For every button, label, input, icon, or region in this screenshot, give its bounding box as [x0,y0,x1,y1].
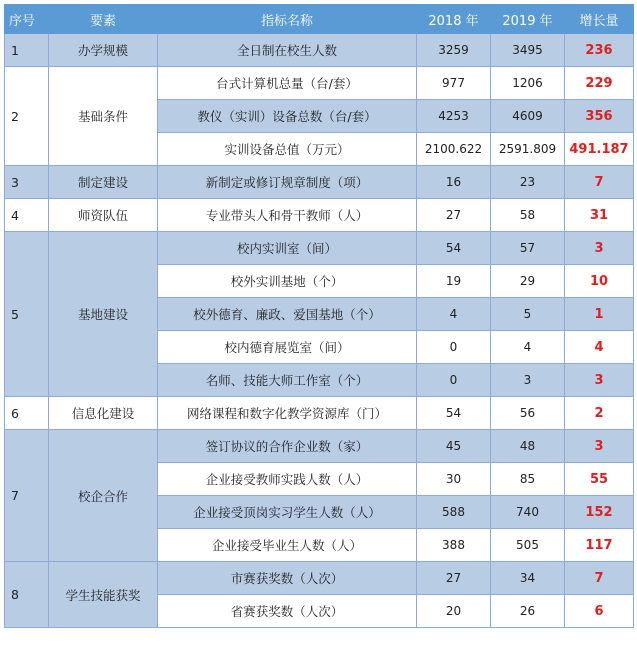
table-body [5,34,634,628]
row-index: 5 [5,232,49,397]
growth-cell: 3 [565,232,634,265]
value-2018-cell: 30 [417,463,491,496]
growth-cell: 7 [565,562,634,595]
table-row [5,67,634,100]
row-index: 3 [5,166,49,199]
value-2019-cell: 4 [491,331,565,364]
value-2019-cell: 5 [491,298,565,331]
value-2018-cell: 27 [417,199,491,232]
row-index: 8 [5,562,49,628]
value-2018-cell: 19 [417,265,491,298]
growth-cell: 236 [565,34,634,67]
value-2018-cell: 2100.622 [417,133,491,166]
row-index: 6 [5,397,49,430]
value-2018-cell: 4253 [417,100,491,133]
indicator-table-container [4,4,633,659]
value-2019-cell: 23 [491,166,565,199]
table-row [5,562,634,595]
factor-cell: 办学规模 [49,34,158,67]
value-2019-cell: 2591.809 [491,133,565,166]
indicator-name-cell: 名师、技能大师工作室（个） [158,364,417,397]
growth-cell: 356 [565,100,634,133]
factor-cell: 制定建设 [49,166,158,199]
indicator-name-cell: 网络课程和数字化教学资源库（门） [158,397,417,430]
growth-cell: 7 [565,166,634,199]
growth-cell: 1 [565,298,634,331]
indicator-name-cell: 专业带头人和骨干教师（人） [158,199,417,232]
indicator-name-cell: 校内德育展览室（间） [158,331,417,364]
table-row [5,166,634,199]
growth-cell: 2 [565,397,634,430]
factor-cell: 信息化建设 [49,397,158,430]
factor-cell: 基础条件 [49,67,158,166]
value-2019-cell: 85 [491,463,565,496]
value-2019-cell: 26 [491,595,565,628]
value-2018-cell: 16 [417,166,491,199]
value-2018-cell: 0 [417,331,491,364]
growth-cell: 3 [565,364,634,397]
value-2018-cell: 27 [417,562,491,595]
value-2019-cell: 48 [491,430,565,463]
value-2018-cell: 977 [417,67,491,100]
header-growth: 增长量 [565,5,634,34]
table-row [5,34,634,67]
indicator-name-cell: 新制定或修订规章制度（项） [158,166,417,199]
indicator-name-cell: 台式计算机总量（台/套） [158,67,417,100]
factor-cell: 基地建设 [49,232,158,397]
header-indicator: 指标名称 [158,5,417,34]
value-2019-cell: 29 [491,265,565,298]
value-2018-cell: 3259 [417,34,491,67]
row-index: 7 [5,430,49,562]
indicator-name-cell: 校外德育、廉政、爱国基地（个） [158,298,417,331]
indicator-name-cell: 校内实训室（间） [158,232,417,265]
factor-cell: 学生技能获奖 [49,562,158,628]
indicator-name-cell: 企业接受教师实践人数（人） [158,463,417,496]
table-row [5,397,634,430]
table-row [5,430,634,463]
growth-cell: 6 [565,595,634,628]
indicator-name-cell: 全日制在校生人数 [158,34,417,67]
value-2018-cell: 54 [417,397,491,430]
value-2019-cell: 1206 [491,67,565,100]
indicator-name-cell: 实训设备总值（万元） [158,133,417,166]
growth-cell: 117 [565,529,634,562]
value-2019-cell: 57 [491,232,565,265]
value-2018-cell: 588 [417,496,491,529]
value-2019-cell: 3495 [491,34,565,67]
indicator-name-cell: 企业接受毕业生人数（人） [158,529,417,562]
header-row [5,5,634,34]
indicator-name-cell: 市赛获奖数（人次） [158,562,417,595]
indicator-name-cell: 校外实训基地（个） [158,265,417,298]
indicator-name-cell: 省赛获奖数（人次） [158,595,417,628]
value-2019-cell: 56 [491,397,565,430]
growth-cell: 10 [565,265,634,298]
value-2019-cell: 505 [491,529,565,562]
table-row [5,199,634,232]
growth-cell: 55 [565,463,634,496]
growth-cell: 31 [565,199,634,232]
value-2018-cell: 45 [417,430,491,463]
indicator-name-cell: 企业接受顶岗实习学生人数（人） [158,496,417,529]
row-index: 1 [5,34,49,67]
value-2018-cell: 20 [417,595,491,628]
growth-cell: 229 [565,67,634,100]
value-2018-cell: 4 [417,298,491,331]
value-2018-cell: 0 [417,364,491,397]
growth-cell: 491.187 [565,133,634,166]
header-factor: 要素 [49,5,158,34]
header-2018: 2018 年 [417,5,491,34]
growth-cell: 3 [565,430,634,463]
value-2018-cell: 54 [417,232,491,265]
row-index: 4 [5,199,49,232]
indicator-table [4,4,634,628]
value-2019-cell: 34 [491,562,565,595]
indicator-name-cell: 签订协议的合作企业数（家） [158,430,417,463]
value-2018-cell: 388 [417,529,491,562]
table-row [5,232,634,265]
value-2019-cell: 4609 [491,100,565,133]
growth-cell: 152 [565,496,634,529]
value-2019-cell: 58 [491,199,565,232]
indicator-name-cell: 教仪（实训）设备总数（台/套） [158,100,417,133]
growth-cell: 4 [565,331,634,364]
factor-cell: 校企合作 [49,430,158,562]
row-index: 2 [5,67,49,166]
factor-cell: 师资队伍 [49,199,158,232]
header-2019: 2019 年 [491,5,565,34]
value-2019-cell: 740 [491,496,565,529]
header-index: 序号 [5,5,49,34]
value-2019-cell: 3 [491,364,565,397]
